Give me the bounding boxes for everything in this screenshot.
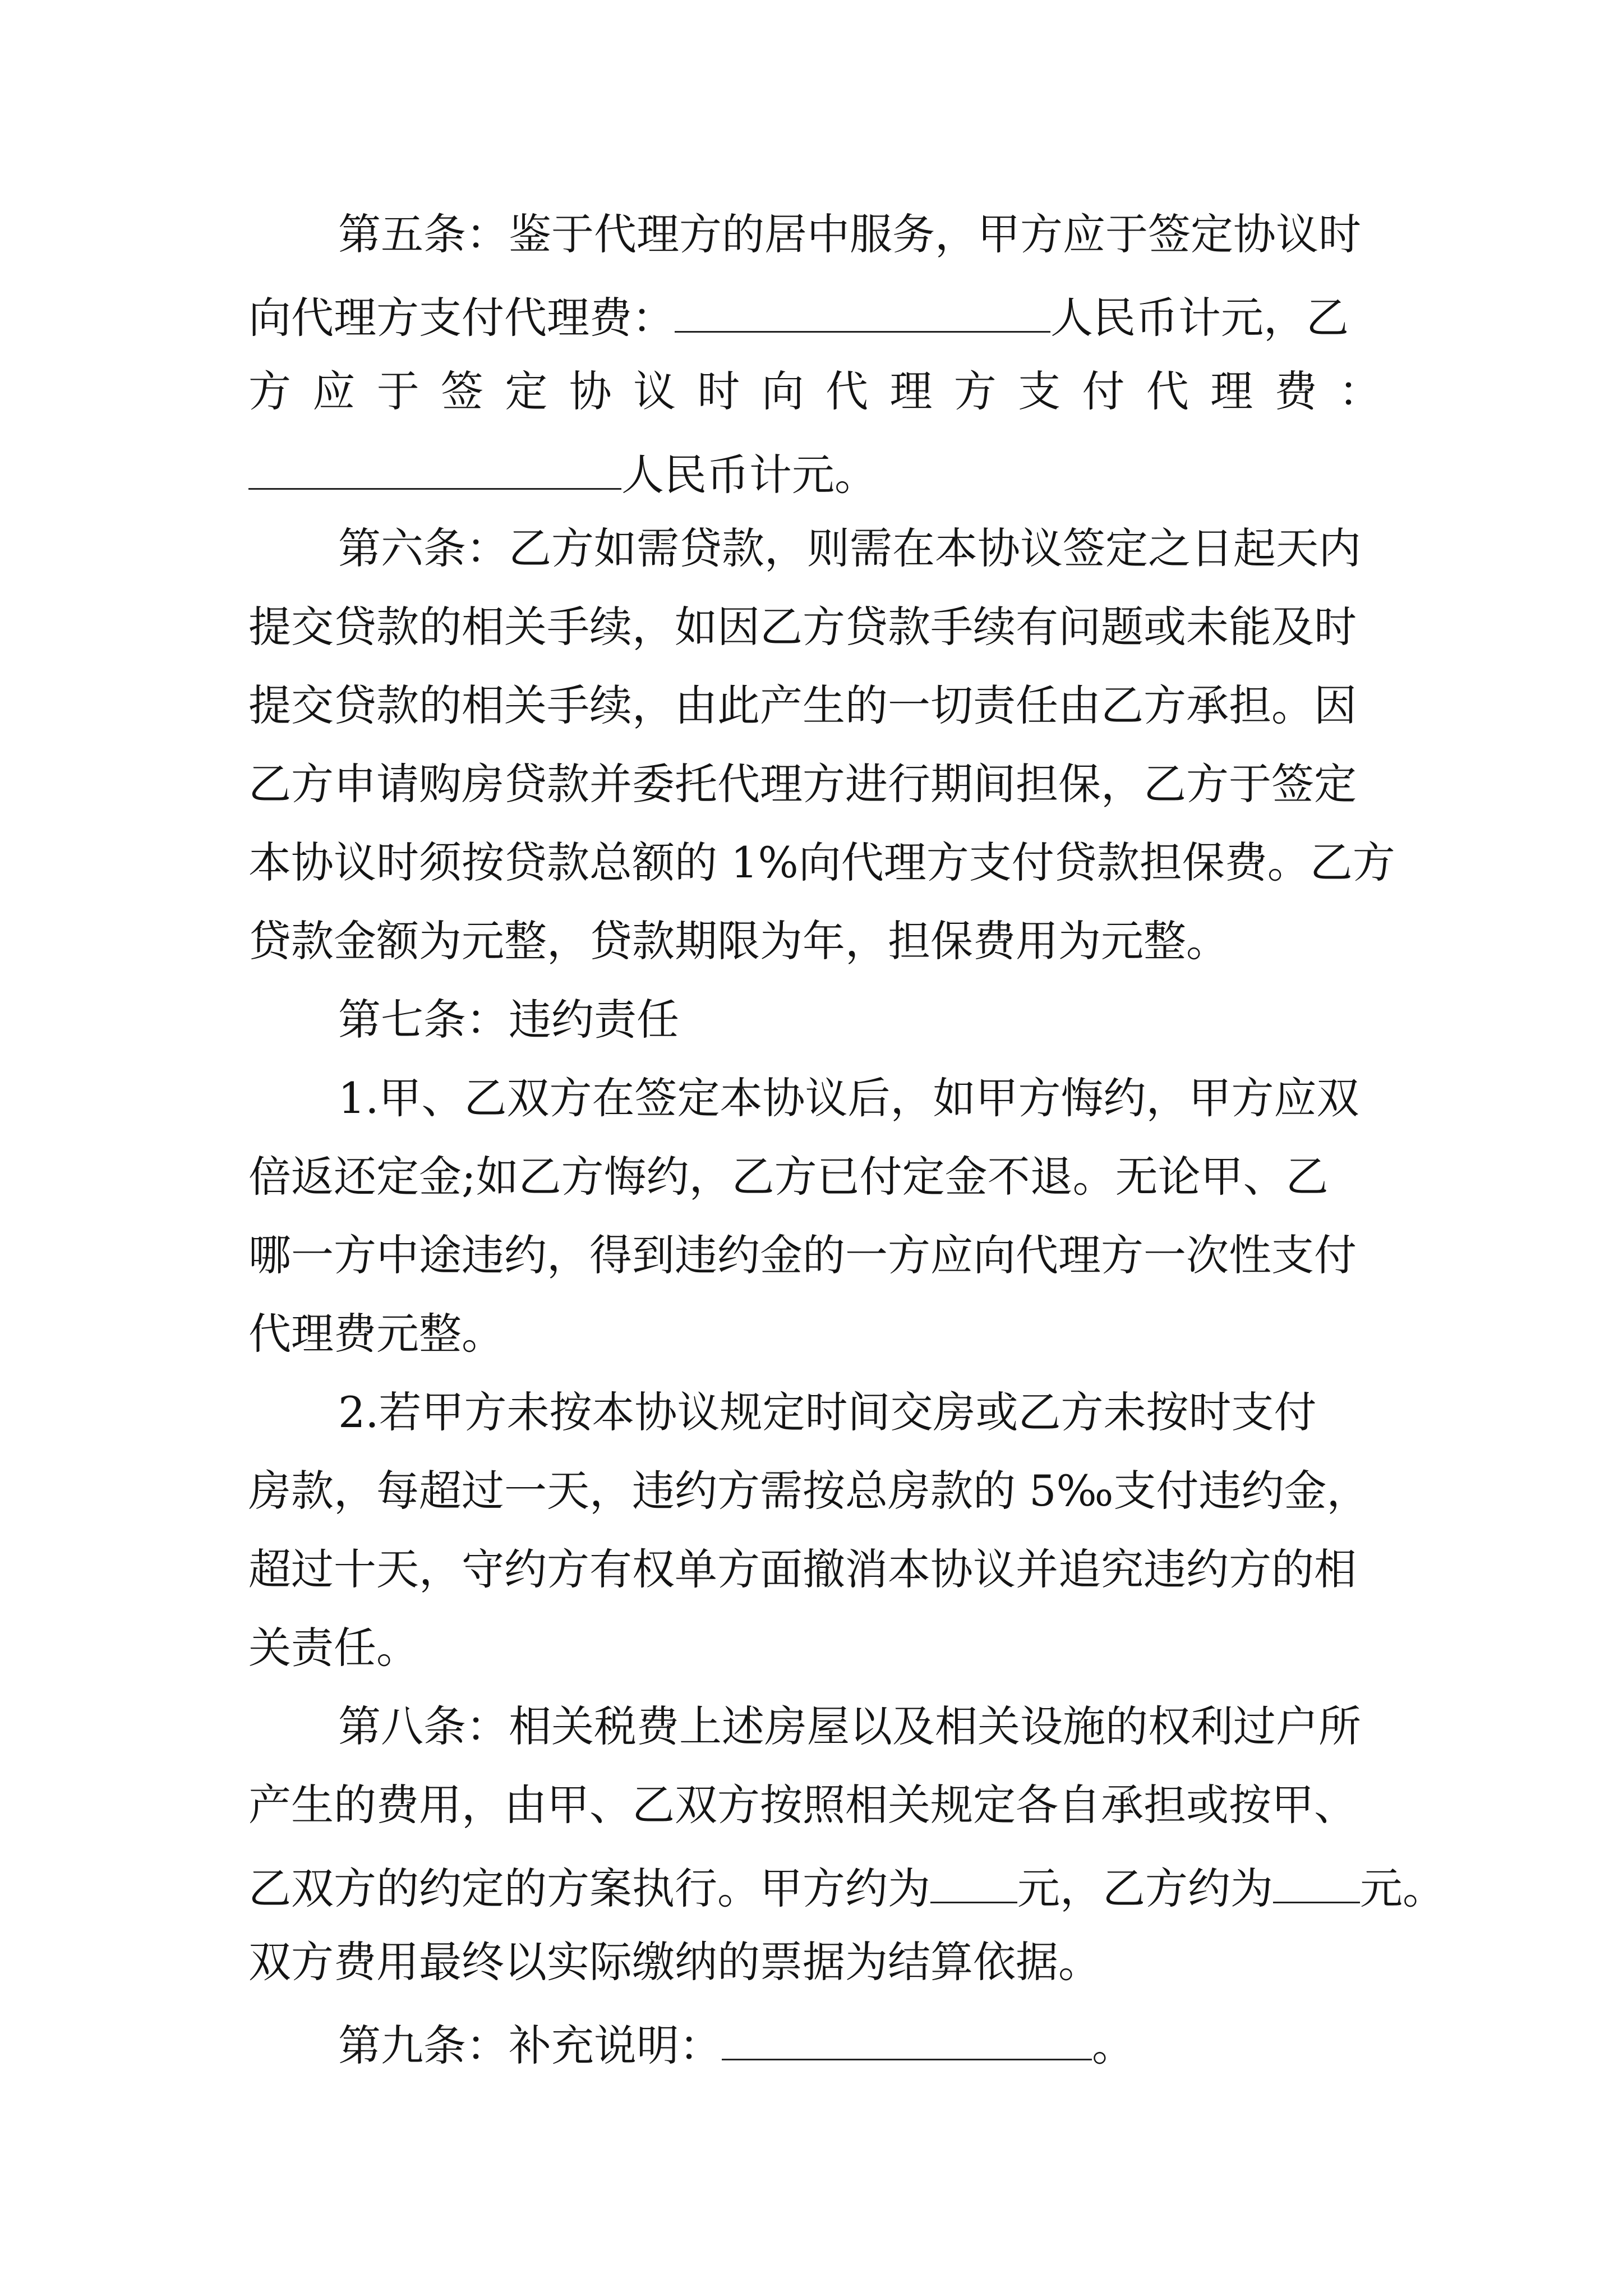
article-5-line-3 — [248, 366, 1381, 449]
char: 理 — [889, 366, 933, 416]
party-a-tax-blank — [930, 1862, 1017, 1903]
article-8-line-1: 第八条：相关税费上述房屋以及相关设施的权利过户所 — [338, 1701, 1361, 1751]
char: 时 — [697, 366, 740, 416]
article-5-line-2 — [248, 292, 1381, 370]
article-7-clause-2-line-3: 超过十天，守约方有权单方面撤消本协议并追究违约方的相 — [248, 1544, 1357, 1594]
char: 代 — [1146, 366, 1189, 416]
article-8-text: 乙双方的约定的方案执行。甲方约为 — [248, 1864, 930, 1913]
article-7-clause-1-line-1: 1.甲、乙双方在签定本协议后，如甲方悔约，甲方应双 — [338, 1073, 1359, 1123]
article-5-text: 人民币计元。 — [621, 450, 877, 500]
article-9-text: 第九条：补充说明： — [338, 2021, 722, 2070]
char: 付 — [1082, 366, 1125, 416]
char: 费 — [1274, 366, 1317, 416]
article-5-line-1: 第五条：鉴于代理方的居中服务，甲方应于签定协议时 — [338, 209, 1361, 259]
article-7-clause-2-line-2: 房款，每超过一天，违约方需按总房款的 5‰支付违约金， — [248, 1466, 1370, 1516]
char: 支 — [1018, 366, 1061, 416]
article-7-clause-2-line-1: 2.若甲方未按本协议规定时间交房或乙方未按时支付 — [338, 1387, 1317, 1437]
char: 应 — [312, 366, 356, 416]
article-6-line-2: 提交贷款的相关手续，如因乙方贷款手续有问题或未能及时 — [248, 602, 1357, 652]
char: 理 — [1210, 366, 1253, 416]
article-6-line-5: 本协议时须按贷款总额的 1%向代理方支付贷款担保费。乙方 — [248, 838, 1395, 887]
article-7-clause-2-line-4: 关责任。 — [248, 1623, 419, 1673]
article-8-line-3 — [248, 1862, 1445, 1941]
char: 协 — [569, 366, 612, 416]
party-b-tax-blank — [1273, 1862, 1360, 1903]
article-7-clause-1-line-3: 哪一方中途违约，得到违约金的一方应向代理方一次性支付 — [248, 1230, 1357, 1280]
article-7-clause-1-line-2: 倍返还定金;如乙方悔约，乙方已付定金不退。无论甲、乙 — [248, 1152, 1329, 1202]
article-8-text: 元，乙方约为 — [1017, 1864, 1273, 1913]
char: 签 — [441, 366, 484, 416]
article-8-text: 元。 — [1360, 1864, 1445, 1913]
char: 定 — [505, 366, 548, 416]
char: 代 — [826, 366, 869, 416]
agent-fee-party-a-blank — [675, 292, 1050, 333]
article-5-text: 向代理方支付代理费： — [248, 293, 675, 343]
char: 于 — [376, 366, 419, 416]
article-8-line-4: 双方费用最终以实际缴纳的票据为结算依据。 — [248, 1937, 1101, 1987]
article-6-line-6: 贷款金额为元整，贷款期限为年，担保费用为元整。 — [248, 916, 1229, 966]
article-7-clause-1-line-4: 代理费元整。 — [248, 1309, 504, 1359]
agent-fee-party-b-blank — [248, 449, 621, 490]
char: 方 — [953, 366, 997, 416]
article-9-line-1 — [248, 2019, 1381, 2098]
supplementary-notes-blank — [722, 2019, 1092, 2060]
char: 向 — [761, 366, 804, 416]
article-7-title: 第七条：违约责任 — [338, 995, 679, 1045]
article-9-text: 。 — [1092, 2021, 1135, 2070]
char: 议 — [633, 366, 676, 416]
article-6-line-1: 第六条：乙方如需贷款，则需在本协议签定之日起天内 — [338, 523, 1361, 573]
char: 方 — [248, 366, 291, 416]
document-page — [248, 209, 1445, 2098]
article-8-line-2: 产生的费用，由甲、乙双方按照相关规定各自承担或按甲、 — [248, 1780, 1357, 1830]
article-5-line-4 — [248, 449, 1381, 527]
article-5-text: 人民币计元，乙 — [1050, 293, 1349, 343]
char: ： — [1338, 366, 1381, 416]
article-6-line-3: 提交贷款的相关手续，由此产生的一切责任由乙方承担。因 — [248, 680, 1357, 730]
article-6-line-4: 乙方申请购房贷款并委托代理方进行期间担保，乙方于签定 — [248, 759, 1357, 809]
